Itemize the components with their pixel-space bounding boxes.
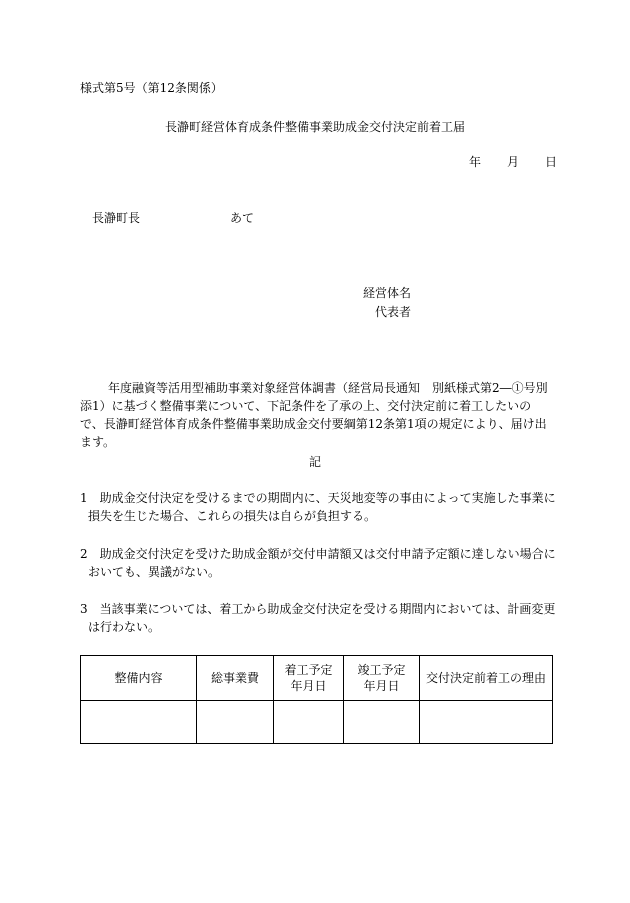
date-line <box>469 155 557 169</box>
ki-heading: 記 <box>308 455 321 469</box>
table-cell[interactable] <box>344 701 420 744</box>
construction-details-table <box>80 655 553 744</box>
header-cell-content: 整備内容 <box>81 656 197 701</box>
applicant-entity-label: 経営体名 <box>363 286 412 300</box>
addressee-suffix: あて <box>230 211 255 225</box>
table-cell[interactable] <box>197 701 274 744</box>
header-cell-reason: 交付決定前着工の理由 <box>420 656 553 701</box>
table-cell[interactable] <box>274 701 344 744</box>
date-year-label: 年 <box>469 155 482 169</box>
table-cell[interactable] <box>81 701 197 744</box>
form-number: 様式第5号（第12条関係） <box>80 81 223 95</box>
condition-item-3: 3 当該事業については、着工から助成金交付決定を受ける期間内においては、計画変更は行わない。 <box>80 602 556 634</box>
addressee-name: 長瀞町長 <box>92 211 141 225</box>
date-day-label: 日 <box>545 155 558 169</box>
header-cell-completion-date: 竣工予定 年月日 <box>344 656 420 701</box>
table-row <box>81 701 553 744</box>
condition-item-1: 1 助成金交付決定を受けるまでの期間内に、天災地変等の事由によって実施した事業に損失を生じた場合、これらの損失は自らが負担する。 <box>80 491 556 523</box>
date-month-label: 月 <box>507 155 520 169</box>
table-header-row <box>81 656 553 701</box>
header-cell-total-cost: 総事業費 <box>197 656 274 701</box>
document-title: 長瀞町経営体育成条件整備事業助成金交付決定前着工届 <box>164 120 465 134</box>
header-cell-start-date: 着工予定 年月日 <box>274 656 344 701</box>
condition-item-2: 2 助成金交付決定を受けた助成金額が交付申請額又は交付申請予定額に達しない場合においても、異議がない。 <box>80 547 556 579</box>
applicant-representative-label: 代表者 <box>375 305 412 319</box>
table-cell[interactable] <box>420 701 553 744</box>
body-paragraph: 年度融資等活用型補助事業対象経営体調書（経営局長通知 別紙様式第2―①号別添1）に基づく整備事業について、下記条件を了承の上、交付決定前に着工したいので、長瀞町経営体育成条件整備事業助成金交付要綱第12条第1項の規定により、届け出ます。 <box>80 381 548 449</box>
